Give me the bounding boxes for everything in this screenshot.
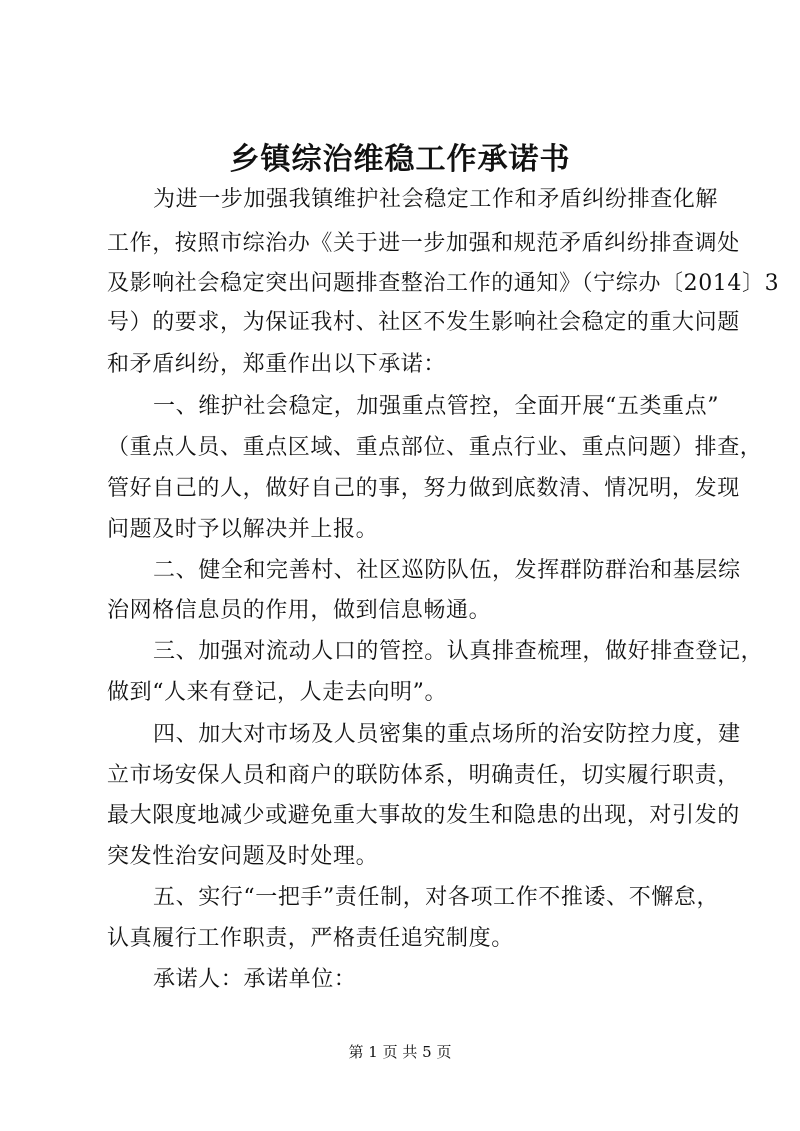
body-line: 及影响社会稳定突出问题排查整治工作的通知》（宁综办〔2014〕3 [107, 271, 780, 296]
body-line: 四、加大对市场及人员密集的重点场所的治安防控力度，建 [153, 722, 741, 747]
body-line: 一、维护社会稳定，加强重点管控，全面开展“五类重点” [153, 394, 720, 419]
body-line: 二、健全和完善村、社区巡防队伍，发挥群防群治和基层综 [153, 558, 741, 583]
body-line: 号）的要求，为保证我村、社区不发生影响社会稳定的重大问题 [107, 310, 740, 335]
body-line: 立市场安保人员和商户的联防体系，明确责任，切实履行职责， [107, 763, 740, 788]
body-line: 最大限度地减少或避免重大事故的发生和隐患的出现，对引发的 [107, 803, 740, 828]
body-line: （重点人员、重点区域、重点部位、重点行业、重点问题）排查， [107, 435, 763, 460]
body-line: 五、实行“一把手”责任制，对各项工作不推诿、不懈怠， [153, 885, 720, 910]
body-line: 工作，按照市综治办《关于进一步加强和规范矛盾纠纷排查调处 [107, 231, 740, 256]
body-line: 和矛盾纠纷，郑重作出以下承诺： [107, 352, 447, 377]
document-title: 乡镇综治维稳工作承诺书 [229, 142, 571, 177]
body-line: 为进一步加强我镇维护社会稳定工作和矛盾纠纷排查化解 [153, 187, 719, 212]
body-line: 管好自己的人，做好自己的事，努力做到底数清、情况明，发现 [107, 476, 740, 501]
page-number: 第 1 页 共 5 页 [348, 1043, 452, 1061]
body-line: 突发性治安问题及时处理。 [107, 844, 379, 869]
body-line: 三、加强对流动人口的管控。认真排查梳理，做好排查登记， [153, 639, 764, 664]
body-line: 治网格信息员的作用，做到信息畅通。 [107, 598, 492, 623]
signature-line: 承诺人：承诺单位： [153, 967, 357, 992]
body-line: 问题及时予以解决并上报。 [107, 517, 379, 542]
body-line: 认真履行工作职责，严格责任追究制度。 [107, 926, 514, 951]
body-line: 做到“人来有登记，人走去向明”。 [107, 680, 448, 705]
